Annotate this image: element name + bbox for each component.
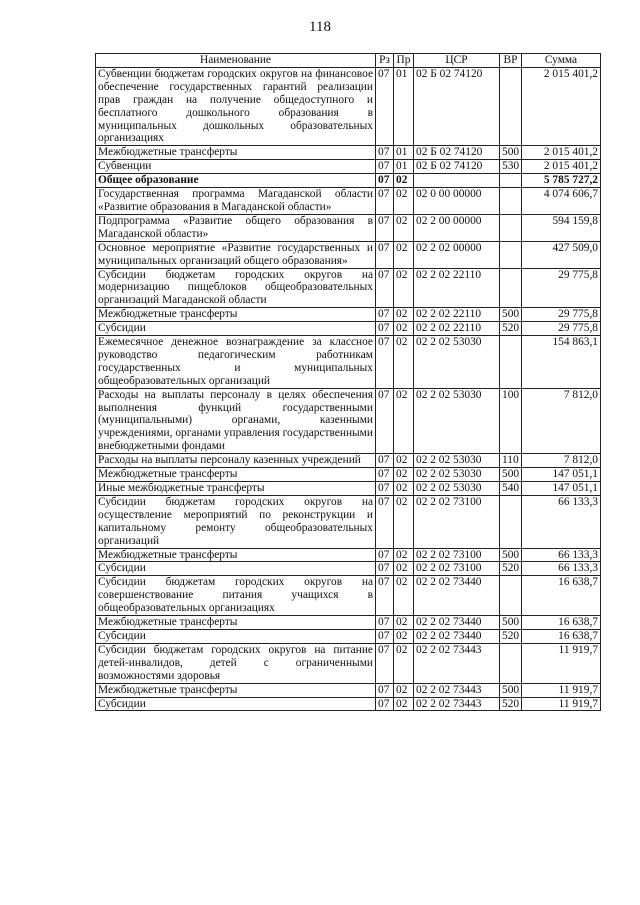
row-vr — [500, 174, 522, 188]
table-row — [96, 616, 601, 630]
row-rz: 07 — [376, 308, 394, 322]
header-sum: Сумма — [522, 54, 601, 68]
row-sum: 2 015 401,2 — [522, 146, 601, 160]
row-vr: 520 — [500, 629, 522, 643]
row-vr: 500 — [500, 146, 522, 160]
row-name: Основное мероприятие «Развитие государственных и муниципальных организаций общего образования» — [96, 241, 376, 268]
row-name: Субсидии — [96, 697, 376, 711]
row-csr — [414, 174, 500, 188]
row-csr: 02 2 02 53030 — [414, 468, 500, 482]
row-vr — [500, 67, 522, 145]
row-name: Межбюджетные трансферты — [96, 468, 376, 482]
table-row — [96, 336, 601, 389]
row-rz: 07 — [376, 322, 394, 336]
row-pr: 02 — [394, 468, 414, 482]
row-vr: 500 — [500, 616, 522, 630]
header-rz: Рз — [376, 54, 394, 68]
row-name: Иные межбюджетные трансферты — [96, 482, 376, 496]
row-rz: 07 — [376, 576, 394, 616]
row-rz: 07 — [376, 482, 394, 496]
table-header-row — [96, 54, 601, 68]
row-name: Расходы на выплаты персоналу в целях обеспечения выполнения функций государственными (муниципальными) органами, казенными учреждениями, органами управления государственными внебюджетными фондами — [96, 388, 376, 454]
row-pr: 02 — [394, 548, 414, 562]
row-sum: 427 509,0 — [522, 241, 601, 268]
row-pr: 01 — [394, 146, 414, 160]
row-sum: 11 919,7 — [522, 697, 601, 711]
row-sum: 66 133,3 — [522, 495, 601, 548]
row-name: Субсидии — [96, 322, 376, 336]
row-csr: 02 2 02 22110 — [414, 308, 500, 322]
table-row — [96, 322, 601, 336]
row-sum: 147 051,1 — [522, 482, 601, 496]
table-row — [96, 482, 601, 496]
row-name: Межбюджетные трансферты — [96, 308, 376, 322]
row-vr — [500, 268, 522, 308]
row-vr: 500 — [500, 548, 522, 562]
row-sum: 16 638,7 — [522, 576, 601, 616]
row-sum: 16 638,7 — [522, 629, 601, 643]
row-name: Государственная программа Магаданской области «Развитие образования в Магаданской области» — [96, 188, 376, 215]
table-row — [96, 468, 601, 482]
table-row — [96, 576, 601, 616]
row-sum: 16 638,7 — [522, 616, 601, 630]
table-row — [96, 683, 601, 697]
row-rz: 07 — [376, 683, 394, 697]
table-row — [96, 174, 601, 188]
row-name: Общее образование — [96, 174, 376, 188]
row-name: Межбюджетные трансферты — [96, 548, 376, 562]
table-row — [96, 548, 601, 562]
row-pr: 02 — [394, 214, 414, 241]
row-csr: 02 2 02 53030 — [414, 388, 500, 454]
row-pr: 02 — [394, 308, 414, 322]
header-csr: ЦСР — [414, 54, 500, 68]
row-sum: 29 775,8 — [522, 322, 601, 336]
row-pr: 02 — [394, 629, 414, 643]
row-rz: 07 — [376, 495, 394, 548]
header-name: Наименование — [96, 54, 376, 68]
row-sum: 11 919,7 — [522, 643, 601, 683]
row-pr: 02 — [394, 616, 414, 630]
row-sum: 594 159,8 — [522, 214, 601, 241]
row-name: Субсидии — [96, 629, 376, 643]
row-csr: 02 Б 02 74120 — [414, 160, 500, 174]
row-csr: 02 2 02 53030 — [414, 454, 500, 468]
row-csr: 02 0 00 00000 — [414, 188, 500, 215]
table-row — [96, 160, 601, 174]
row-pr: 02 — [394, 576, 414, 616]
row-rz: 07 — [376, 388, 394, 454]
row-sum: 29 775,8 — [522, 268, 601, 308]
row-vr: 500 — [500, 683, 522, 697]
row-pr: 02 — [394, 643, 414, 683]
row-csr: 02 2 02 22110 — [414, 268, 500, 308]
table-row — [96, 268, 601, 308]
row-rz: 07 — [376, 188, 394, 215]
row-name: Субсидии бюджетам городских округов на совершенствование питания учащихся в общеобразовательных организациях — [96, 576, 376, 616]
row-csr: 02 2 02 73440 — [414, 616, 500, 630]
row-pr: 02 — [394, 241, 414, 268]
row-vr: 520 — [500, 697, 522, 711]
row-csr: 02 2 00 00000 — [414, 214, 500, 241]
row-sum: 154 863,1 — [522, 336, 601, 389]
row-sum: 4 074 606,7 — [522, 188, 601, 215]
row-vr — [500, 495, 522, 548]
row-rz: 07 — [376, 548, 394, 562]
row-vr — [500, 188, 522, 215]
table-row — [96, 214, 601, 241]
row-pr: 02 — [394, 268, 414, 308]
table-row — [96, 629, 601, 643]
table-row — [96, 67, 601, 145]
row-sum: 29 775,8 — [522, 308, 601, 322]
row-vr — [500, 643, 522, 683]
row-sum: 2 015 401,2 — [522, 160, 601, 174]
row-rz: 07 — [376, 146, 394, 160]
row-sum: 5 785 727,2 — [522, 174, 601, 188]
row-rz: 07 — [376, 214, 394, 241]
row-vr — [500, 241, 522, 268]
row-pr: 02 — [394, 697, 414, 711]
row-name: Субвенции бюджетам городских округов на финансовое обеспечение государственных гарантий реализации прав граждан на получение общедоступного и бесплатного дошкольного образования в муниципальных дошкольных образовательных организациях — [96, 67, 376, 145]
row-csr: 02 2 02 73440 — [414, 629, 500, 643]
row-name: Межбюджетные трансферты — [96, 616, 376, 630]
row-rz: 07 — [376, 454, 394, 468]
row-pr: 02 — [394, 454, 414, 468]
row-vr — [500, 576, 522, 616]
table-row — [96, 697, 601, 711]
row-sum: 147 051,1 — [522, 468, 601, 482]
row-rz: 07 — [376, 241, 394, 268]
row-name: Субвенции — [96, 160, 376, 174]
row-csr: 02 2 02 73443 — [414, 697, 500, 711]
row-sum: 66 133,3 — [522, 548, 601, 562]
row-pr: 02 — [394, 188, 414, 215]
row-name: Расходы на выплаты персоналу казенных учреждений — [96, 454, 376, 468]
table-row — [96, 643, 601, 683]
row-csr: 02 2 02 73443 — [414, 643, 500, 683]
row-rz: 07 — [376, 67, 394, 145]
table-row — [96, 454, 601, 468]
table-row — [96, 308, 601, 322]
row-pr: 02 — [394, 562, 414, 576]
row-vr: 540 — [500, 482, 522, 496]
row-rz: 07 — [376, 643, 394, 683]
row-csr: 02 2 02 53030 — [414, 336, 500, 389]
row-vr: 520 — [500, 322, 522, 336]
table-row — [96, 495, 601, 548]
row-name: Ежемесячное денежное вознаграждение за классное руководство педагогическим работникам государственных и муниципальных общеобразовательных организаций — [96, 336, 376, 389]
row-csr: 02 Б 02 74120 — [414, 146, 500, 160]
header-vr: ВР — [500, 54, 522, 68]
row-pr: 02 — [394, 322, 414, 336]
row-pr: 02 — [394, 336, 414, 389]
row-rz: 07 — [376, 616, 394, 630]
row-rz: 07 — [376, 268, 394, 308]
row-csr: 02 2 02 53030 — [414, 482, 500, 496]
row-vr: 530 — [500, 160, 522, 174]
row-sum: 11 919,7 — [522, 683, 601, 697]
row-csr: 02 2 02 73100 — [414, 548, 500, 562]
row-sum: 66 133,3 — [522, 562, 601, 576]
table-row — [96, 241, 601, 268]
row-vr: 500 — [500, 308, 522, 322]
row-vr: 520 — [500, 562, 522, 576]
row-rz: 07 — [376, 336, 394, 389]
row-rz: 07 — [376, 160, 394, 174]
budget-table — [95, 53, 601, 711]
table-body — [96, 67, 601, 711]
row-csr: 02 2 02 73100 — [414, 562, 500, 576]
table-row — [96, 146, 601, 160]
table-row — [96, 562, 601, 576]
row-rz: 07 — [376, 174, 394, 188]
row-pr: 02 — [394, 495, 414, 548]
row-vr: 100 — [500, 388, 522, 454]
table-row — [96, 188, 601, 215]
row-csr: 02 2 02 73440 — [414, 576, 500, 616]
row-rz: 07 — [376, 697, 394, 711]
row-pr: 02 — [394, 174, 414, 188]
row-name: Субсидии бюджетам городских округов на питание детей-инвалидов, детей с ограниченными возможностями здоровья — [96, 643, 376, 683]
row-name: Субсидии — [96, 562, 376, 576]
row-sum: 7 812,0 — [522, 388, 601, 454]
row-csr: 02 2 02 73100 — [414, 495, 500, 548]
row-pr: 01 — [394, 67, 414, 145]
header-pr: Пр — [394, 54, 414, 68]
row-csr: 02 2 02 00000 — [414, 241, 500, 268]
row-pr: 02 — [394, 683, 414, 697]
row-sum: 7 812,0 — [522, 454, 601, 468]
row-pr: 01 — [394, 160, 414, 174]
row-sum: 2 015 401,2 — [522, 67, 601, 145]
row-rz: 07 — [376, 562, 394, 576]
row-name: Подпрограмма «Развитие общего образования в Магаданской области» — [96, 214, 376, 241]
row-pr: 02 — [394, 388, 414, 454]
row-name: Субсидии бюджетам городских округов на модернизацию пищеблоков общеобразовательных организаций Магаданской области — [96, 268, 376, 308]
row-name: Межбюджетные трансферты — [96, 683, 376, 697]
row-vr — [500, 214, 522, 241]
row-rz: 07 — [376, 629, 394, 643]
row-csr: 02 2 02 73443 — [414, 683, 500, 697]
row-vr: 500 — [500, 468, 522, 482]
row-name: Межбюджетные трансферты — [96, 146, 376, 160]
row-csr: 02 2 02 22110 — [414, 322, 500, 336]
row-csr: 02 Б 02 74120 — [414, 67, 500, 145]
page-number: 118 — [309, 19, 331, 35]
row-rz: 07 — [376, 468, 394, 482]
row-pr: 02 — [394, 482, 414, 496]
row-vr: 110 — [500, 454, 522, 468]
row-name: Субсидии бюджетам городских округов на осуществление мероприятий по реконструкции и капитальному ремонту общеобразовательных организаций — [96, 495, 376, 548]
table-row — [96, 388, 601, 454]
row-vr — [500, 336, 522, 389]
